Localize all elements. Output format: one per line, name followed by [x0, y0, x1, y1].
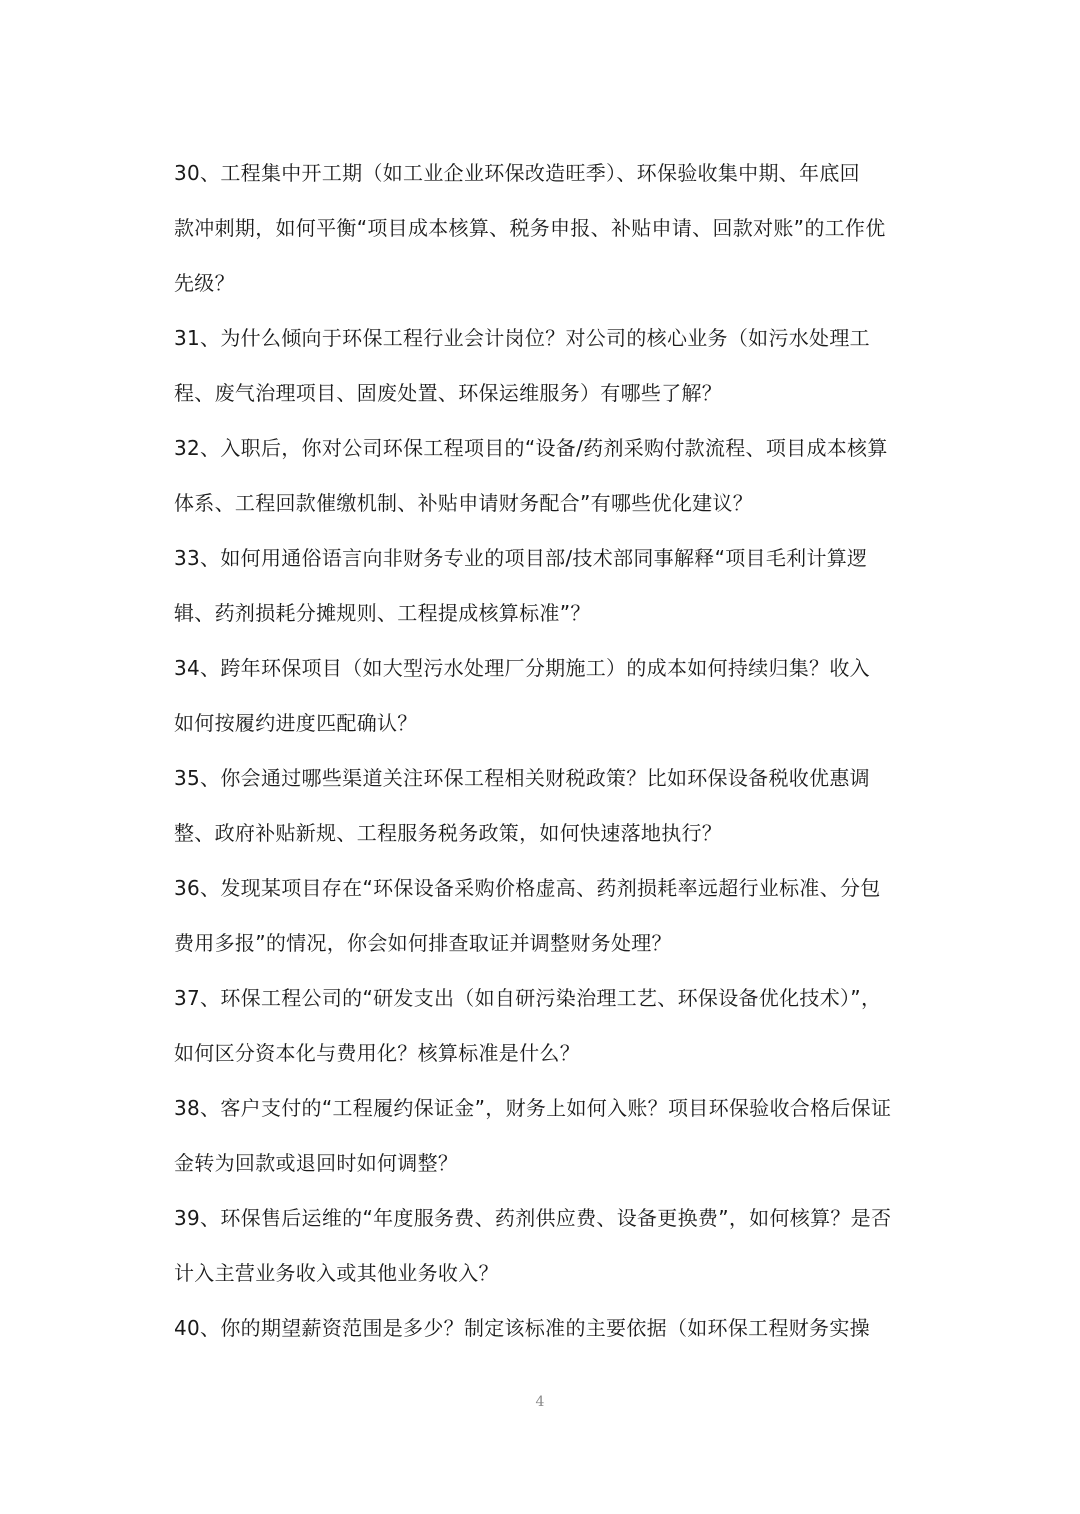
- question-36: [174, 861, 906, 971]
- question-32: [174, 421, 906, 531]
- question-33: [174, 531, 906, 641]
- question-line: 如何按履约进度匹配确认？: [174, 711, 418, 735]
- question-31: [174, 311, 906, 421]
- question-line: 34、跨年环保项目（如大型污水处理厂分期施工）的成本如何持续归集？收入: [174, 656, 870, 680]
- question-line: 39、环保售后运维的“年度服务费、药剂供应费、设备更换费”，如何核算？是否: [174, 1206, 892, 1230]
- question-38: [174, 1081, 906, 1191]
- question-line: 先级？: [174, 271, 235, 295]
- question-list: [174, 146, 906, 1356]
- question-line: 款冲刺期，如何平衡“项目成本核算、税务申报、补贴申请、回款对账”的工作优: [174, 216, 886, 240]
- question-line: 计入主营业务收入或其他业务收入？: [174, 1261, 499, 1285]
- question-line: 金转为回款或退回时如何调整？: [174, 1151, 459, 1175]
- question-line: 38、客户支付的“工程履约保证金”，财务上如何入账？项目环保验收合格后保证: [174, 1096, 892, 1120]
- question-34: [174, 641, 906, 751]
- question-line: 36、发现某项目存在“环保设备采购价格虚高、药剂损耗率远超行业标准、分包: [174, 876, 881, 900]
- question-line: 31、为什么倾向于环保工程行业会计岗位？对公司的核心业务（如污水处理工: [174, 326, 870, 350]
- question-line: 整、政府补贴新规、工程服务税务政策，如何快速落地执行？: [174, 821, 723, 845]
- page-number: 4: [535, 1394, 545, 1410]
- question-line: 体系、工程回款催缴机制、补贴申请财务配合”有哪些优化建议？: [174, 491, 754, 515]
- question-line: 40、你的期望薪资范围是多少？制定该标准的主要依据（如环保工程财务实操: [174, 1316, 870, 1340]
- question-39: [174, 1191, 906, 1301]
- question-35: [174, 751, 906, 861]
- question-line: 35、你会通过哪些渠道关注环保工程相关财税政策？比如环保设备税收优惠调: [174, 766, 870, 790]
- question-line: 33、如何用通俗语言向非财务专业的项目部/技术部同事解释“项目毛利计算逻: [174, 546, 868, 570]
- question-line: 30、工程集中开工期（如工业企业环保改造旺季）、环保验收集中期、年底回: [174, 161, 860, 185]
- question-line: 辑、药剂损耗分摊规则、工程提成核算标准”？: [174, 601, 591, 625]
- question-line: 程、废气治理项目、固废处置、环保运维服务）有哪些了解？: [174, 381, 723, 405]
- question-30: [174, 146, 906, 311]
- question-line: 37、环保工程公司的“研发支出（如自研污染治理工艺、环保设备优化技术）”，: [174, 986, 882, 1010]
- question-line: 32、入职后，你对公司环保工程项目的“设备/药剂采购付款流程、项目成本核算: [174, 436, 888, 460]
- question-line: 费用多报”的情况，你会如何排查取证并调整财务处理？: [174, 931, 672, 955]
- question-37: [174, 971, 906, 1081]
- question-line: 如何区分资本化与费用化？核算标准是什么？: [174, 1041, 580, 1065]
- question-40: [174, 1301, 906, 1356]
